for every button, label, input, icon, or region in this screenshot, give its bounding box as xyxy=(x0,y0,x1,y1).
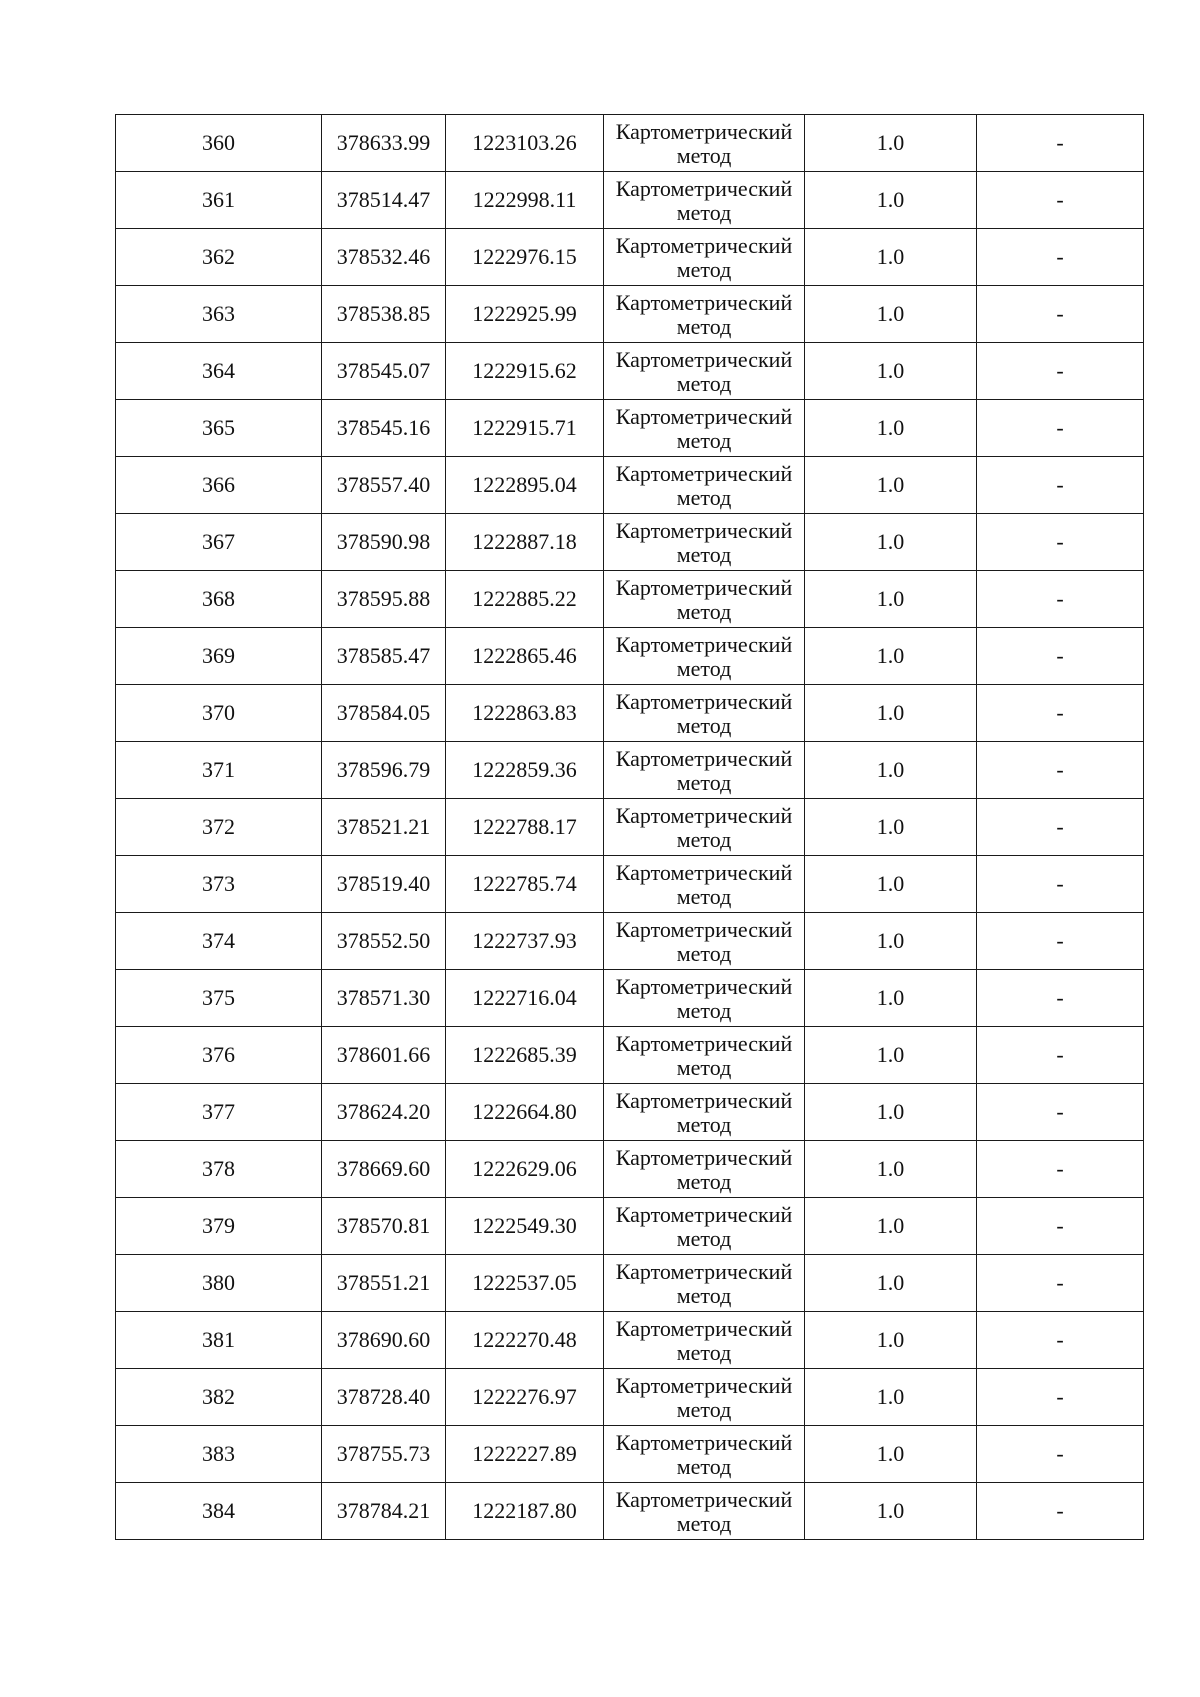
method-cell xyxy=(604,1426,805,1483)
method-text-line-1: Картометрический xyxy=(615,1201,793,1227)
note-cell: - xyxy=(977,115,1144,172)
method-cell xyxy=(604,457,805,514)
method-text-line-1: Картометрический xyxy=(615,859,793,885)
accuracy-cell: 1.0 xyxy=(805,286,977,343)
accuracy-cell: 1.0 xyxy=(805,1312,977,1369)
y-coordinate-cell: 1222716.04 xyxy=(446,970,604,1027)
method-cell xyxy=(604,514,805,571)
table-row xyxy=(116,1255,1144,1312)
note-cell: - xyxy=(977,970,1144,1027)
method-cell xyxy=(604,1141,805,1198)
accuracy-cell: 1.0 xyxy=(805,1426,977,1483)
method-text-line-2: метод xyxy=(676,1054,732,1080)
point-number-cell: 364 xyxy=(116,343,322,400)
method-text-line-2: метод xyxy=(676,1510,732,1536)
method-cell xyxy=(604,1312,805,1369)
accuracy-cell: 1.0 xyxy=(805,229,977,286)
method-text-line-2: метод xyxy=(676,199,732,225)
note-cell: - xyxy=(977,172,1144,229)
y-coordinate-cell: 1222998.11 xyxy=(446,172,604,229)
table-row xyxy=(116,571,1144,628)
method-cell xyxy=(604,856,805,913)
x-coordinate-cell: 378570.81 xyxy=(322,1198,446,1255)
note-cell: - xyxy=(977,1084,1144,1141)
method-cell xyxy=(604,115,805,172)
table-row xyxy=(116,1483,1144,1540)
method-cell xyxy=(604,799,805,856)
point-number-cell: 384 xyxy=(116,1483,322,1540)
method-text-line-2: метод xyxy=(676,1282,732,1308)
accuracy-cell: 1.0 xyxy=(805,1141,977,1198)
note-cell: - xyxy=(977,1483,1144,1540)
note-cell: - xyxy=(977,856,1144,913)
x-coordinate-cell: 378728.40 xyxy=(322,1369,446,1426)
y-coordinate-cell: 1222915.62 xyxy=(446,343,604,400)
method-cell xyxy=(604,1198,805,1255)
point-number-cell: 360 xyxy=(116,115,322,172)
note-cell: - xyxy=(977,913,1144,970)
accuracy-cell: 1.0 xyxy=(805,1198,977,1255)
method-cell xyxy=(604,1369,805,1426)
x-coordinate-cell: 378633.99 xyxy=(322,115,446,172)
note-cell: - xyxy=(977,1141,1144,1198)
x-coordinate-cell: 378601.66 xyxy=(322,1027,446,1084)
method-text-line-2: метод xyxy=(676,1168,732,1194)
x-coordinate-cell: 378690.60 xyxy=(322,1312,446,1369)
method-text-line-1: Картометрический xyxy=(615,1429,793,1455)
y-coordinate-cell: 1222276.97 xyxy=(446,1369,604,1426)
method-text-line-1: Картометрический xyxy=(615,289,793,315)
point-number-cell: 368 xyxy=(116,571,322,628)
method-text-line-1: Картометрический xyxy=(615,1258,793,1284)
table-row xyxy=(116,172,1144,229)
y-coordinate-cell: 1223103.26 xyxy=(446,115,604,172)
point-number-cell: 377 xyxy=(116,1084,322,1141)
note-cell: - xyxy=(977,799,1144,856)
x-coordinate-cell: 378551.21 xyxy=(322,1255,446,1312)
y-coordinate-cell: 1222664.80 xyxy=(446,1084,604,1141)
point-number-cell: 370 xyxy=(116,685,322,742)
method-text-line-2: метод xyxy=(676,883,732,909)
table-row xyxy=(116,628,1144,685)
method-text-line-1: Картометрический xyxy=(615,175,793,201)
x-coordinate-cell: 378519.40 xyxy=(322,856,446,913)
table-row xyxy=(116,514,1144,571)
note-cell: - xyxy=(977,1369,1144,1426)
method-text-line-2: метод xyxy=(676,598,732,624)
accuracy-cell: 1.0 xyxy=(805,685,977,742)
note-cell: - xyxy=(977,1312,1144,1369)
accuracy-cell: 1.0 xyxy=(805,970,977,1027)
point-number-cell: 366 xyxy=(116,457,322,514)
x-coordinate-cell: 378514.47 xyxy=(322,172,446,229)
method-text-line-2: метод xyxy=(676,1225,732,1251)
point-number-cell: 363 xyxy=(116,286,322,343)
x-coordinate-cell: 378585.47 xyxy=(322,628,446,685)
x-coordinate-cell: 378584.05 xyxy=(322,685,446,742)
table-row xyxy=(116,1084,1144,1141)
table-row xyxy=(116,457,1144,514)
method-text-line-1: Картометрический xyxy=(615,118,793,144)
table-row xyxy=(116,115,1144,172)
method-text-line-2: метод xyxy=(676,997,732,1023)
method-cell xyxy=(604,1255,805,1312)
accuracy-cell: 1.0 xyxy=(805,628,977,685)
accuracy-cell: 1.0 xyxy=(805,742,977,799)
note-cell: - xyxy=(977,457,1144,514)
table-row xyxy=(116,1198,1144,1255)
method-text-line-2: метод xyxy=(676,313,732,339)
x-coordinate-cell: 378669.60 xyxy=(322,1141,446,1198)
method-text-line-2: метод xyxy=(676,370,732,396)
accuracy-cell: 1.0 xyxy=(805,172,977,229)
method-cell xyxy=(604,1483,805,1540)
method-text-line-1: Картометрический xyxy=(615,745,793,771)
x-coordinate-cell: 378552.50 xyxy=(322,913,446,970)
y-coordinate-cell: 1222270.48 xyxy=(446,1312,604,1369)
x-coordinate-cell: 378624.20 xyxy=(322,1084,446,1141)
table-row xyxy=(116,685,1144,742)
note-cell: - xyxy=(977,685,1144,742)
method-text-line-1: Картометрический xyxy=(615,1486,793,1512)
note-cell: - xyxy=(977,400,1144,457)
x-coordinate-cell: 378532.46 xyxy=(322,229,446,286)
y-coordinate-cell: 1222915.71 xyxy=(446,400,604,457)
accuracy-cell: 1.0 xyxy=(805,514,977,571)
table-row xyxy=(116,286,1144,343)
accuracy-cell: 1.0 xyxy=(805,1084,977,1141)
method-text-line-1: Картометрический xyxy=(615,1372,793,1398)
method-text-line-1: Картометрический xyxy=(615,973,793,999)
note-cell: - xyxy=(977,1027,1144,1084)
y-coordinate-cell: 1222887.18 xyxy=(446,514,604,571)
point-number-cell: 361 xyxy=(116,172,322,229)
x-coordinate-cell: 378545.07 xyxy=(322,343,446,400)
method-text-line-2: метод xyxy=(676,826,732,852)
table-row xyxy=(116,742,1144,799)
method-text-line-1: Картометрический xyxy=(615,232,793,258)
method-text-line-1: Картометрический xyxy=(615,1087,793,1113)
y-coordinate-cell: 1222863.83 xyxy=(446,685,604,742)
point-number-cell: 373 xyxy=(116,856,322,913)
note-cell: - xyxy=(977,1255,1144,1312)
point-number-cell: 369 xyxy=(116,628,322,685)
method-cell xyxy=(604,172,805,229)
note-cell: - xyxy=(977,514,1144,571)
method-text-line-1: Картометрический xyxy=(615,631,793,657)
y-coordinate-cell: 1222859.36 xyxy=(446,742,604,799)
note-cell: - xyxy=(977,343,1144,400)
y-coordinate-cell: 1222737.93 xyxy=(446,913,604,970)
note-cell: - xyxy=(977,1198,1144,1255)
table-row xyxy=(116,1426,1144,1483)
method-cell xyxy=(604,970,805,1027)
method-cell xyxy=(604,1084,805,1141)
method-text-line-2: метод xyxy=(676,484,732,510)
table-row xyxy=(116,799,1144,856)
accuracy-cell: 1.0 xyxy=(805,571,977,628)
method-text-line-2: метод xyxy=(676,1453,732,1479)
note-cell: - xyxy=(977,286,1144,343)
method-text-line-1: Картометрический xyxy=(615,403,793,429)
y-coordinate-cell: 1222227.89 xyxy=(446,1426,604,1483)
y-coordinate-cell: 1222885.22 xyxy=(446,571,604,628)
accuracy-cell: 1.0 xyxy=(805,343,977,400)
point-number-cell: 371 xyxy=(116,742,322,799)
note-cell: - xyxy=(977,742,1144,799)
method-cell xyxy=(604,571,805,628)
method-cell xyxy=(604,685,805,742)
method-text-line-2: метод xyxy=(676,1339,732,1365)
method-text-line-1: Картометрический xyxy=(615,916,793,942)
method-text-line-2: метод xyxy=(676,142,732,168)
point-number-cell: 383 xyxy=(116,1426,322,1483)
x-coordinate-cell: 378557.40 xyxy=(322,457,446,514)
method-text-line-1: Картометрический xyxy=(615,1144,793,1170)
y-coordinate-cell: 1222925.99 xyxy=(446,286,604,343)
point-number-cell: 381 xyxy=(116,1312,322,1369)
accuracy-cell: 1.0 xyxy=(805,1027,977,1084)
x-coordinate-cell: 378538.85 xyxy=(322,286,446,343)
table-row xyxy=(116,1312,1144,1369)
point-number-cell: 378 xyxy=(116,1141,322,1198)
method-text-line-2: метод xyxy=(676,712,732,738)
method-text-line-2: метод xyxy=(676,427,732,453)
method-cell xyxy=(604,742,805,799)
method-text-line-2: метод xyxy=(676,940,732,966)
method-cell xyxy=(604,913,805,970)
x-coordinate-cell: 378596.79 xyxy=(322,742,446,799)
method-text-line-1: Картометрический xyxy=(615,346,793,372)
x-coordinate-cell: 378595.88 xyxy=(322,571,446,628)
table-row xyxy=(116,1027,1144,1084)
accuracy-cell: 1.0 xyxy=(805,1255,977,1312)
point-number-cell: 372 xyxy=(116,799,322,856)
table-row xyxy=(116,1141,1144,1198)
point-number-cell: 379 xyxy=(116,1198,322,1255)
y-coordinate-cell: 1222976.15 xyxy=(446,229,604,286)
x-coordinate-cell: 378755.73 xyxy=(322,1426,446,1483)
y-coordinate-cell: 1222685.39 xyxy=(446,1027,604,1084)
x-coordinate-cell: 378784.21 xyxy=(322,1483,446,1540)
method-cell xyxy=(604,286,805,343)
accuracy-cell: 1.0 xyxy=(805,1369,977,1426)
x-coordinate-cell: 378590.98 xyxy=(322,514,446,571)
point-number-cell: 382 xyxy=(116,1369,322,1426)
method-text-line-1: Картометрический xyxy=(615,1315,793,1341)
method-text-line-2: метод xyxy=(676,769,732,795)
table-row xyxy=(116,400,1144,457)
method-text-line-1: Картометрический xyxy=(615,574,793,600)
note-cell: - xyxy=(977,571,1144,628)
method-text-line-1: Картометрический xyxy=(615,517,793,543)
y-coordinate-cell: 1222629.06 xyxy=(446,1141,604,1198)
accuracy-cell: 1.0 xyxy=(805,115,977,172)
accuracy-cell: 1.0 xyxy=(805,1483,977,1540)
method-cell xyxy=(604,1027,805,1084)
table-row xyxy=(116,343,1144,400)
y-coordinate-cell: 1222785.74 xyxy=(446,856,604,913)
method-text-line-1: Картометрический xyxy=(615,802,793,828)
y-coordinate-cell: 1222187.80 xyxy=(446,1483,604,1540)
y-coordinate-cell: 1222549.30 xyxy=(446,1198,604,1255)
method-text-line-2: метод xyxy=(676,256,732,282)
method-text-line-2: метод xyxy=(676,655,732,681)
note-cell: - xyxy=(977,229,1144,286)
x-coordinate-cell: 378521.21 xyxy=(322,799,446,856)
method-cell xyxy=(604,400,805,457)
note-cell: - xyxy=(977,628,1144,685)
table-row xyxy=(116,913,1144,970)
y-coordinate-cell: 1222788.17 xyxy=(446,799,604,856)
coordinates-table xyxy=(115,114,1144,1540)
method-text-line-1: Картометрический xyxy=(615,688,793,714)
accuracy-cell: 1.0 xyxy=(805,400,977,457)
x-coordinate-cell: 378571.30 xyxy=(322,970,446,1027)
point-number-cell: 380 xyxy=(116,1255,322,1312)
accuracy-cell: 1.0 xyxy=(805,457,977,514)
table-row xyxy=(116,856,1144,913)
point-number-cell: 376 xyxy=(116,1027,322,1084)
method-text-line-2: метод xyxy=(676,1396,732,1422)
x-coordinate-cell: 378545.16 xyxy=(322,400,446,457)
method-text-line-1: Картометрический xyxy=(615,1030,793,1056)
accuracy-cell: 1.0 xyxy=(805,799,977,856)
table-row xyxy=(116,970,1144,1027)
method-text-line-2: метод xyxy=(676,541,732,567)
table-row xyxy=(116,229,1144,286)
method-text-line-2: метод xyxy=(676,1111,732,1137)
note-cell: - xyxy=(977,1426,1144,1483)
point-number-cell: 362 xyxy=(116,229,322,286)
accuracy-cell: 1.0 xyxy=(805,856,977,913)
point-number-cell: 365 xyxy=(116,400,322,457)
y-coordinate-cell: 1222895.04 xyxy=(446,457,604,514)
table-body xyxy=(116,115,1144,1540)
y-coordinate-cell: 1222537.05 xyxy=(446,1255,604,1312)
y-coordinate-cell: 1222865.46 xyxy=(446,628,604,685)
method-text-line-1: Картометрический xyxy=(615,460,793,486)
method-cell xyxy=(604,343,805,400)
point-number-cell: 374 xyxy=(116,913,322,970)
point-number-cell: 375 xyxy=(116,970,322,1027)
method-cell xyxy=(604,628,805,685)
table-row xyxy=(116,1369,1144,1426)
point-number-cell: 367 xyxy=(116,514,322,571)
accuracy-cell: 1.0 xyxy=(805,913,977,970)
method-cell xyxy=(604,229,805,286)
